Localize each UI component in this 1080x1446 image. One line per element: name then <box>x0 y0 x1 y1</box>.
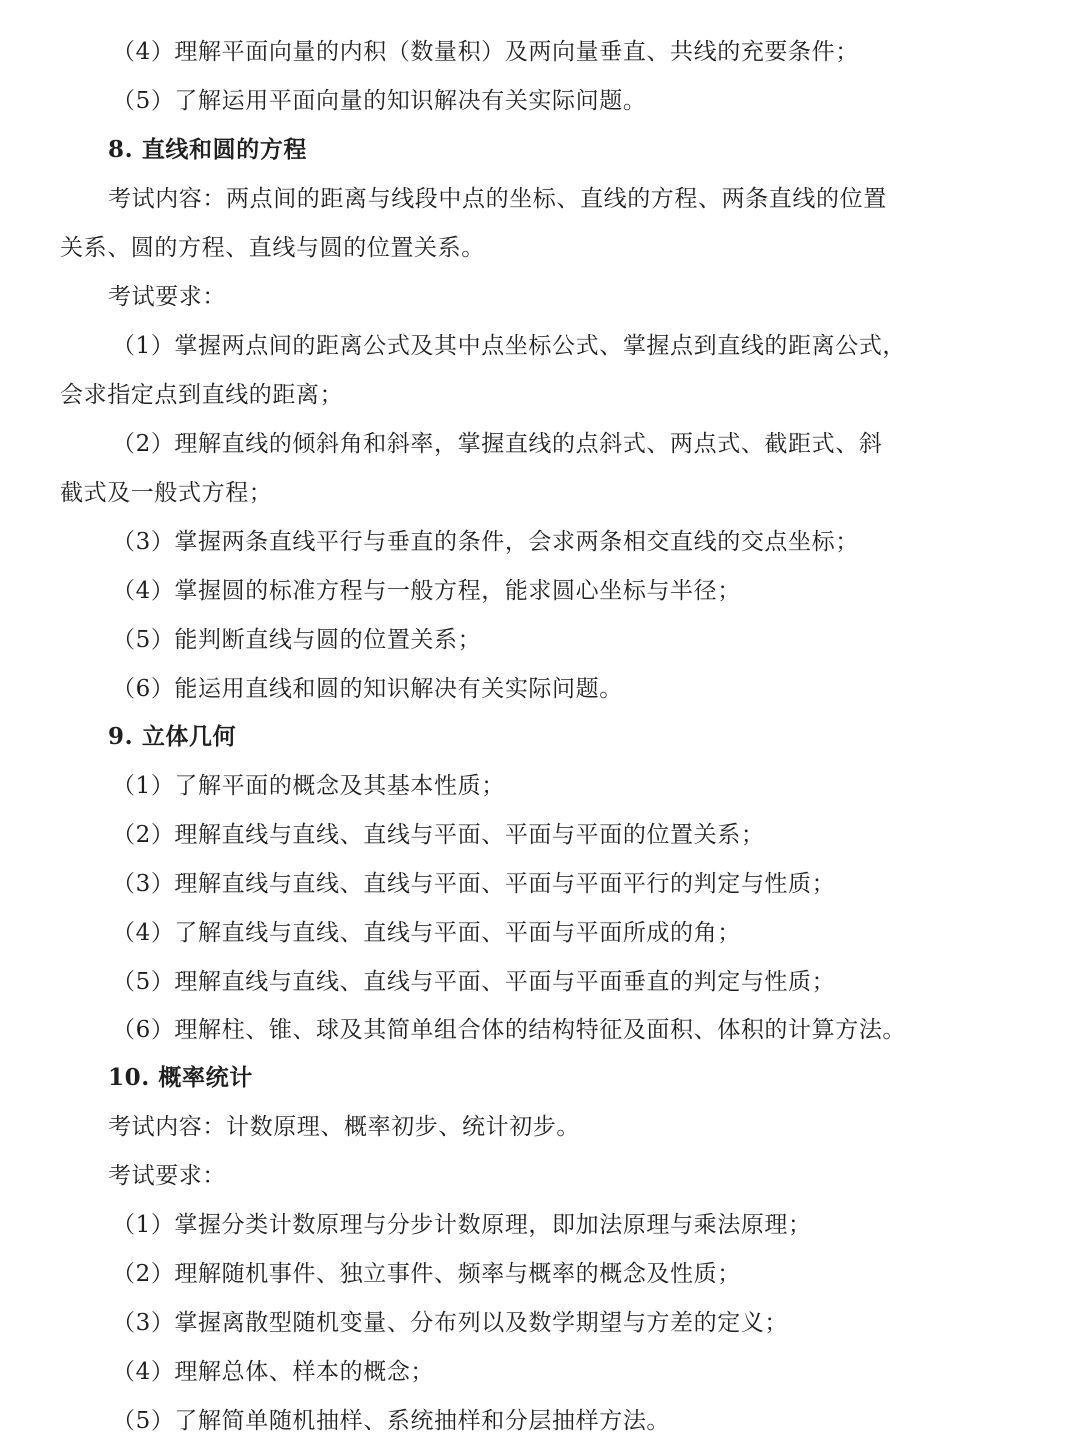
requirement-item: （2）理解直线的倾斜角和斜率，掌握直线的点斜式、两点式、截距式、斜 <box>112 431 883 457</box>
requirement-item: （1）掌握两点间的距离公式及其中点坐标公式、掌握点到直线的距离公式， <box>112 333 907 359</box>
requirement-item: （4）了解直线与直线、直线与平面、平面与平面所成的角； <box>112 920 741 946</box>
section-heading-solid-geometry: 9. 立体几何 <box>108 723 237 750</box>
exam-content-paragraph: 考试内容：计数原理、概率初步、统计初步。 <box>108 1114 580 1140</box>
requirement-item: （1）掌握分类计数原理与分步计数原理，即加法原理与乘法原理； <box>112 1212 812 1238</box>
exam-content-paragraph: 考试内容：两点间的距离与线段中点的坐标、直线的方程、两条直线的位置 <box>108 186 887 212</box>
requirement-continuation: 会求指定点到直线的距离； <box>60 382 344 408</box>
requirement-item: （4）理解总体、样本的概念； <box>112 1359 435 1385</box>
requirement-item: （6）能运用直线和圆的知识解决有关实际问题。 <box>112 676 623 702</box>
requirement-item: （3）掌握两条直线平行与垂直的条件，会求两条相交直线的交点坐标； <box>112 529 859 555</box>
exam-content-continuation: 关系、圆的方程、直线与圆的位置关系。 <box>60 235 485 261</box>
requirement-item: （3）理解直线与直线、直线与平面、平面与平面平行的判定与性质； <box>112 871 836 897</box>
requirement-item: （4）掌握圆的标准方程与一般方程，能求圆心坐标与半径； <box>112 578 741 604</box>
requirement-item: （5）了解简单随机抽样、系统抽样和分层抽样方法。 <box>112 1408 671 1434</box>
exam-requirements-label: 考试要求： <box>108 1163 226 1189</box>
requirement-item: （5）了解运用平面向量的知识解决有关实际问题。 <box>112 88 647 114</box>
exam-requirements-label: 考试要求： <box>108 284 226 310</box>
section-heading-probability-statistics: 10. 概率统计 <box>108 1064 253 1091</box>
requirement-item: （5）理解直线与直线、直线与平面、平面与平面垂直的判定与性质； <box>112 969 836 995</box>
requirement-item: （6）理解柱、锥、球及其简单组合体的结构特征及面积、体积的计算方法。 <box>112 1017 907 1043</box>
requirement-item: （5）能判断直线与圆的位置关系； <box>112 627 482 653</box>
requirement-item: （1）了解平面的概念及其基本性质； <box>112 773 505 799</box>
requirement-item: （2）理解随机事件、独立事件、频率与概率的概念及性质； <box>112 1261 741 1287</box>
requirement-item: （2）理解直线与直线、直线与平面、平面与平面的位置关系； <box>112 822 765 848</box>
requirement-item: （3）掌握离散型随机变量、分布列以及数学期望与方差的定义； <box>112 1310 789 1336</box>
requirement-continuation: 截式及一般式方程； <box>60 480 273 506</box>
requirement-item: （4）理解平面向量的内积（数量积）及两向量垂直、共线的充要条件； <box>112 39 859 65</box>
section-heading-lines-circles: 8. 直线和圆的方程 <box>108 136 308 163</box>
